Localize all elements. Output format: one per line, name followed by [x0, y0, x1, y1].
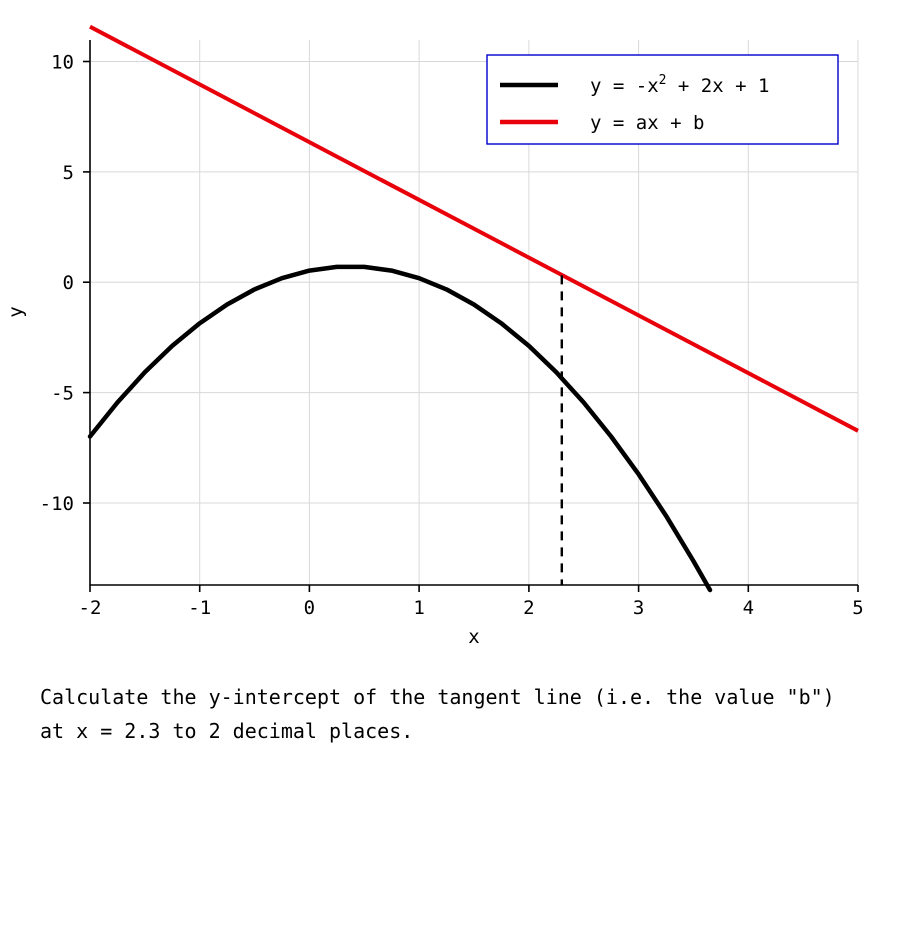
- x-tick-label: -1: [188, 597, 212, 619]
- x-axis-label: x: [468, 626, 480, 648]
- x-tick-label: 2: [523, 597, 535, 619]
- x-tick-label: 1: [413, 597, 425, 619]
- x-axis-ticks: [90, 585, 858, 592]
- x-tick-label: 5: [852, 597, 864, 619]
- legend: [487, 55, 838, 144]
- legend-label-parabola-sup: 2: [658, 73, 667, 88]
- x-tick-label: 3: [632, 597, 645, 619]
- legend-label-tangent: y = ax + b: [590, 112, 705, 134]
- y-axis-label: y: [5, 306, 27, 318]
- x-tick-label: 4: [742, 597, 755, 619]
- legend-label-parabola-prefix: y = -x: [590, 75, 659, 97]
- y-tick-label: 0: [62, 272, 74, 295]
- legend-label-parabola-suffix: + 2x + 1: [666, 75, 770, 97]
- y-tick-label: 10: [51, 51, 74, 74]
- x-tick-labels: [79, 597, 864, 619]
- legend-label-parabola: [590, 73, 769, 97]
- x-tick-label: -2: [78, 597, 102, 619]
- x-tick-label: 0: [303, 597, 316, 619]
- y-tick-labels: [40, 52, 74, 516]
- y-tick-label: 5: [62, 161, 74, 184]
- y-tick-label: -10: [39, 493, 74, 515]
- y-tick-label: -5: [51, 382, 74, 405]
- question-text: Calculate the y-intercept of the tangent line (i.e. the value "b") at x = 2.3 to 2 decimal places.: [40, 685, 847, 743]
